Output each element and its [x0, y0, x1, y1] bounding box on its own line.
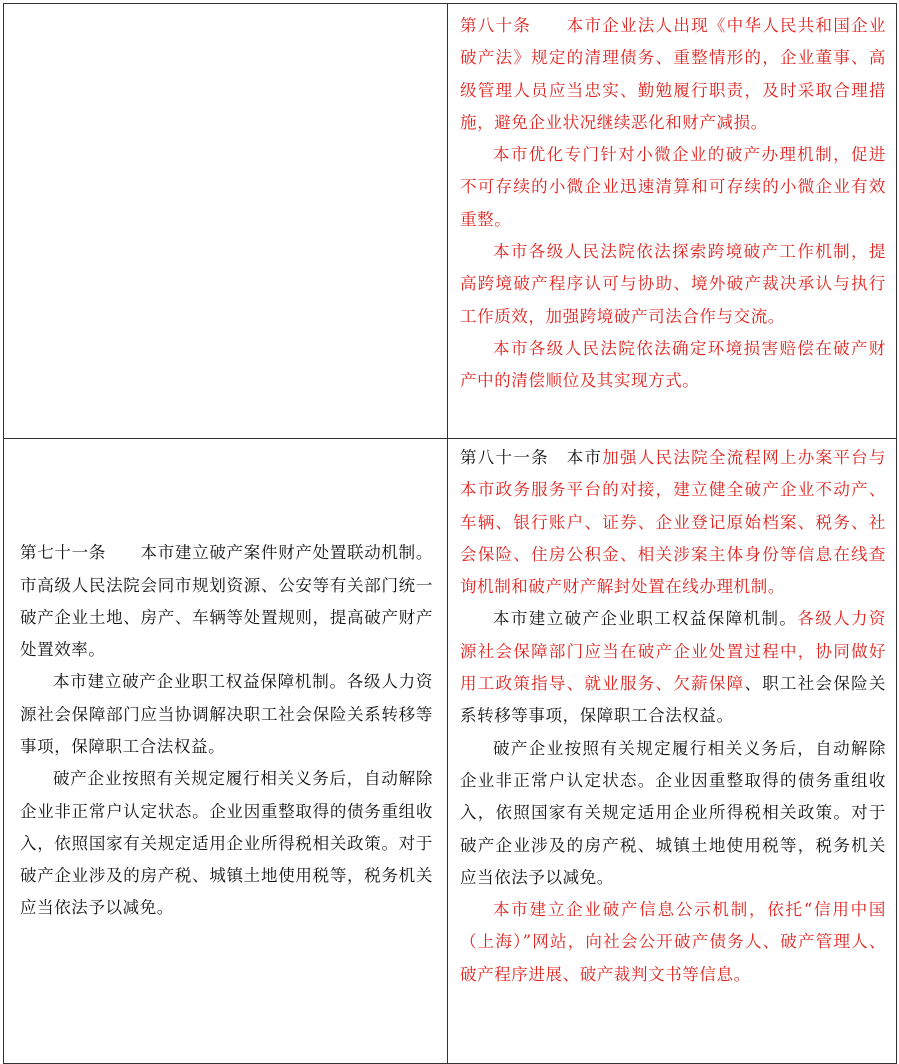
- revised-text-cell: [448, 4, 897, 439]
- article-paragraph: [20, 537, 433, 666]
- article-paragraph: [460, 442, 886, 603]
- unchanged-text: 破产企业按照有关规定履行相关义务后，自动解除企业非正常户认定状态。企业因重整取得的债务重组收入，依照国家有关规定适用企业所得税相关政策。对于破产企业涉及的房产税、城镇土地使用税等，税务机关应当依法予以减免。: [20, 769, 433, 918]
- table-row: [4, 4, 897, 439]
- unchanged-text: 第八十一条 本市: [460, 448, 603, 467]
- unchanged-text: 破产企业按照有关规定履行相关义务后，自动解除企业非正常户认定状态。企业因重整取得的债务重组收入，依照国家有关规定适用企业所得税相关政策。对于破产企业涉及的房产税、城镇土地使用税等，税务机关应当依法予以减免。: [460, 738, 886, 887]
- unchanged-text: 第七十一条 本市建立破产案件财产处置联动机制。市高级人民法院会同市规划资源、公安等有关部门统一破产企业土地、房产、车辆等处置规则，提高破产财产处置效率。: [20, 543, 433, 660]
- amended-text: 加强人民法院全流程网上办案平台与本市政务服务平台的对接，建立健全破产企业不动产、车辆、银行账户、证券、企业登记原始档案、税务、社会保险、住房公积金、相关涉案主体身份等信息在线查询机制和破产财产解封处置在线办理机制。: [460, 448, 886, 597]
- amended-text: 各级人力资源社会保障部门应当在破产企业处置过程中，协同做好用工政策指导、就业服务、欠薪保障: [460, 609, 887, 694]
- article-paragraph: [460, 894, 886, 991]
- article-paragraph: [460, 236, 886, 333]
- article-paragraph: [460, 333, 886, 398]
- article-paragraph: [20, 666, 433, 763]
- article-paragraph: [460, 139, 886, 236]
- original-text-cell: [4, 439, 448, 1064]
- unchanged-text: 本市建立破产企业职工权益保障机制。各级人力资源社会保障部门应当协调解决职工社会保险关系转移等事项，保障职工合法权益。: [20, 672, 433, 756]
- unchanged-text: 本市建立破产企业职工权益保障机制。: [493, 609, 798, 629]
- amended-text: 本市各级人民法院依法确定环境损害赔偿在破产财产中的清偿顺位及其实现方式。: [460, 338, 886, 391]
- table-row: [4, 439, 897, 1064]
- amended-text: 本市优化专门针对小微企业的破产办理机制，促进不可存续的小微企业迅速清算和可存续的小微企业有效重整。: [460, 145, 886, 229]
- amended-text: 第八十条 本市企业法人出现《中华人民共和国企业破产法》规定的清理债务、重整情形的，企业董事、高级管理人员应当忠实、勤勉履行职责，及时采取合理措施，避免企业状况继续恶化和财产减损。: [460, 16, 886, 132]
- amended-text: 本市建立企业破产信息公示机制，依托“信用中国（上海）”网站，向社会公开破产债务人、破产管理人、破产程序进展、破产裁判文书等信息。: [460, 900, 886, 984]
- revised-text-cell: [448, 439, 897, 1064]
- original-text-cell: [4, 4, 448, 439]
- comparison-table: [3, 3, 897, 1064]
- article-paragraph: [20, 763, 433, 924]
- amended-text: 本市各级人民法院依法探索跨境破产工作机制，提高跨境破产程序认可与协助、境外破产裁决承认与执行工作质效，加强跨境破产司法合作与交流。: [460, 242, 886, 326]
- article-paragraph: [460, 733, 886, 894]
- article-paragraph: [460, 603, 886, 732]
- article-paragraph: [460, 10, 886, 139]
- unchanged-text: 、职工社会保险关系转移等事项，保障职工合法权益。: [460, 674, 886, 726]
